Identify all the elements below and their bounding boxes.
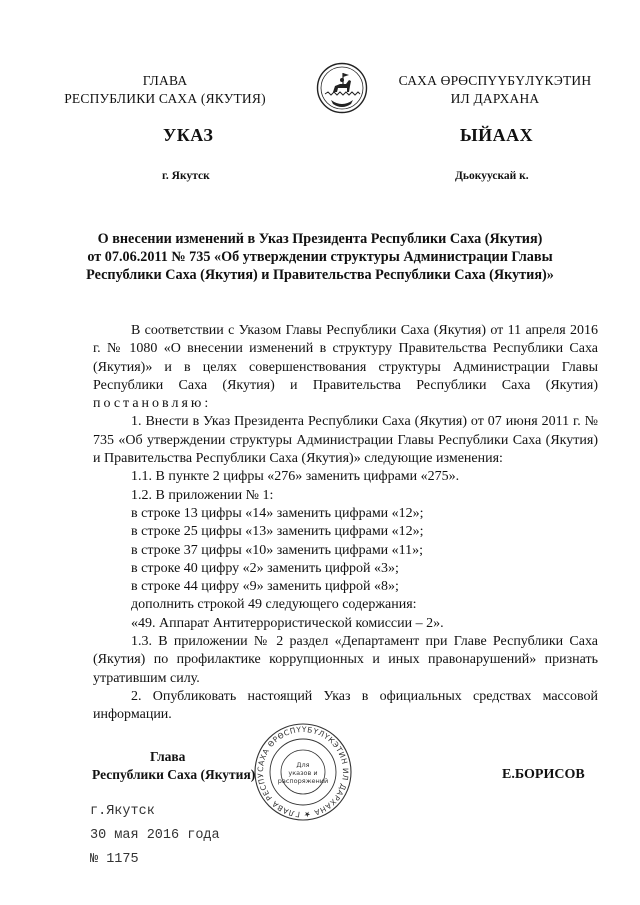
svg-text:САХА ӨРӨСПҮҮБҮЛҮКЭТИН ИЛ ДАРХА: САХА ӨРӨСПҮҮБҮЛҮКЭТИН ИЛ ДАРХАНА ★ ГЛАВА РЕСПУ [255, 724, 351, 820]
sub-line: в строке 37 цифры «10» заменить цифрами «11»; [131, 542, 424, 558]
sub-line: в строке 25 цифры «13» заменить цифрами «12»; [131, 524, 424, 540]
document-body [93, 322, 598, 725]
item-1-1: 1.1. В пункте 2 цифры «276» заменить цифрами «275». [131, 469, 460, 485]
city-sakha: Дьокуускай к. [455, 170, 529, 182]
stamp-line2: указов и [288, 769, 318, 777]
signature-title-line2: Республики Саха (Якутия) [92, 767, 256, 782]
preamble-text: В соответствии с Указом Главы Республики Саха (Якутия) от 11 апреля 2016 г. № 1080 «О внесении изменений в структуру Правительства Республики Саха (Якутия)» и в целях совершенствования структуры Администрации Главы Республики Саха (Якутия) и Правительства Республики Саха (Якутия) [93, 323, 598, 393]
sub-line: в строке 13 цифры «14» заменить цифрами «12»; [131, 505, 424, 521]
preamble-paragraph [93, 322, 598, 413]
official-stamp [253, 722, 353, 822]
header-right-line1: САХА ӨРӨСПҮҮБҮЛҮКЭТИН [398, 73, 592, 88]
registration-block [90, 800, 220, 872]
signatory-name: Е.БОРИСОВ [502, 767, 585, 782]
stamp-line3: распоряжений [277, 777, 329, 785]
sub-line: в строке 40 цифру «2» заменить цифрой «3»; [131, 560, 399, 576]
item-1-2: 1.2. В приложении № 1: [131, 487, 274, 503]
sub-line: «49. Аппарат Антитеррористической комиссии – 2». [131, 615, 444, 631]
coat-of-arms-emblem [316, 62, 368, 114]
title-line3: Республики Саха (Якутия) и Правительства Республики Саха (Якутия)» [86, 267, 554, 283]
registration-number: № 1175 [90, 852, 139, 867]
sub-line: дополнить строкой 49 следующего содержания: [131, 597, 417, 613]
signature-title-line1: Глава [150, 749, 186, 764]
document-title [60, 230, 580, 284]
city-ru: г. Якутск [162, 170, 210, 182]
sub-line: в строке 44 цифру «9» заменить цифрой «8»; [131, 579, 399, 595]
stamp-seal-icon [253, 722, 353, 822]
title-line2: от 07.06.2011 № 735 «Об утверждении структуры Администрации Главы [87, 249, 553, 265]
header-right [390, 72, 600, 108]
signature-title [92, 748, 255, 784]
item-1: 1. Внести в Указ Президента Республики Саха (Якутия) от 07 июня 2011 г. № 735 «Об утверждении структуры Администрации Главы Республики Саха (Якутия) и Правительства Республики Саха (Якутия)» следующие изменения: [93, 414, 598, 467]
registration-city: г.Якутск [90, 804, 155, 819]
decree-word: постановляю: [93, 396, 212, 412]
coat-of-arms-icon [316, 62, 368, 114]
header-left [64, 72, 266, 108]
registration-date: 30 мая 2016 года [90, 828, 220, 843]
header-left-line2: РЕСПУБЛИКИ САХА (ЯКУТИЯ) [64, 91, 266, 106]
doc-type-sakha: ЫЙААХ [460, 125, 534, 145]
item-2: 2. Опубликовать настоящий Указ в официальных средствах массовой информации. [93, 688, 598, 723]
stamp-line1: Для [296, 761, 310, 769]
header-right-line2: ИЛ ДАРХАНА [450, 91, 540, 106]
doc-type-ru: УКАЗ [163, 125, 214, 145]
header-left-line1: ГЛАВА [142, 73, 188, 88]
item-1-3: 1.3. В приложении № 2 раздел «Департамент при Главе Республики Саха (Якутия) по профилактике коррупционных и иных правонарушений» признать утратившим силу. [93, 634, 598, 686]
title-line1: О внесении изменений в Указ Президента Республики Саха (Якутия) [97, 231, 543, 247]
